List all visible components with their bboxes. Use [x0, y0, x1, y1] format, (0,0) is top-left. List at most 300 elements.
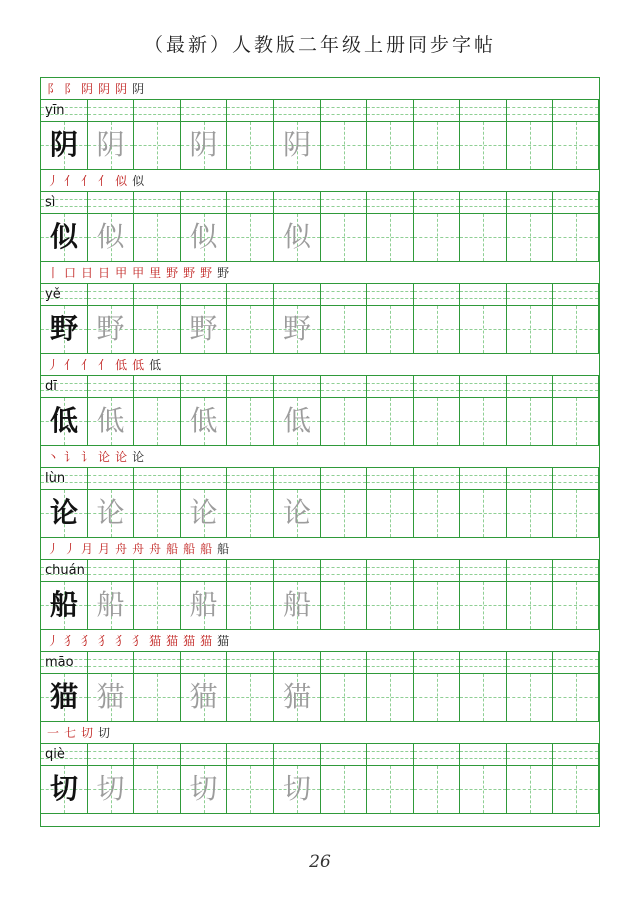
- stroke-step: 里: [149, 266, 162, 280]
- stroke-step: 猫: [183, 634, 196, 648]
- writing-cell: [553, 122, 599, 169]
- pinyin-cell: [321, 744, 367, 765]
- trace-character: 论: [96, 496, 125, 529]
- pinyin-label: māo: [45, 655, 74, 670]
- pinyin-cell: [321, 652, 367, 673]
- practice-grid: [40, 77, 600, 827]
- model-character: 低: [49, 404, 78, 437]
- stroke-step: 亻: [98, 174, 111, 188]
- writing-cell: [414, 214, 460, 261]
- model-character: 论: [49, 496, 78, 529]
- pinyin-cell: [88, 560, 134, 581]
- stroke-step: 讠: [64, 450, 77, 464]
- trace-character: 船: [189, 588, 218, 621]
- writing-cell: [553, 490, 599, 537]
- pinyin-cell: [274, 284, 321, 305]
- trace-character: 阴: [96, 128, 125, 161]
- writing-cell: [460, 674, 507, 721]
- pinyin-cell: [553, 652, 599, 673]
- stroke-step: 舟: [115, 542, 128, 556]
- pinyin-cell: [507, 468, 553, 489]
- pinyin-cell: [41, 744, 88, 765]
- character-row: [41, 674, 599, 722]
- pinyin-cell: [367, 376, 414, 397]
- writing-cell: [134, 214, 181, 261]
- pinyin-cell: [367, 192, 414, 213]
- stroke-step: 低: [149, 358, 162, 372]
- character-row: [41, 582, 599, 630]
- writing-cell: [507, 306, 553, 353]
- stroke-step: 阴: [81, 82, 94, 96]
- stroke-step: 丿: [47, 174, 60, 188]
- writing-cell: [414, 306, 460, 353]
- stroke-step: 阴: [115, 82, 128, 96]
- character-row: [41, 122, 599, 170]
- writing-cell: [553, 306, 599, 353]
- stroke-step: 论: [98, 450, 111, 464]
- stroke-step: 猫: [200, 634, 213, 648]
- writing-cell: [181, 582, 227, 629]
- writing-cell: [414, 122, 460, 169]
- model-character: 船: [49, 588, 78, 621]
- stroke-order-row: [41, 446, 599, 468]
- trace-character: 低: [189, 404, 218, 437]
- pinyin-cell: [181, 284, 227, 305]
- pinyin-cell: [181, 100, 227, 121]
- pinyin-cell: [134, 284, 181, 305]
- writing-cell: [507, 214, 553, 261]
- writing-cell: [134, 490, 181, 537]
- pinyin-cell: [274, 468, 321, 489]
- writing-cell: [227, 214, 274, 261]
- pinyin-cell: [134, 560, 181, 581]
- stroke-step: 野: [183, 266, 196, 280]
- writing-cell: [367, 214, 414, 261]
- trace-character: 切: [96, 772, 125, 805]
- stroke-step: 亻: [64, 174, 77, 188]
- writing-cell: [414, 582, 460, 629]
- pinyin-cell: [507, 376, 553, 397]
- pinyin-cell: [134, 100, 181, 121]
- pinyin-cell: [414, 192, 460, 213]
- writing-cell: [507, 582, 553, 629]
- writing-cell: [227, 490, 274, 537]
- pinyin-cell: [414, 376, 460, 397]
- pinyin-cell: [507, 284, 553, 305]
- pinyin-cell: [553, 376, 599, 397]
- stroke-order-row: [41, 78, 599, 100]
- trace-character: 低: [282, 404, 311, 437]
- writing-cell: [41, 306, 88, 353]
- pinyin-cell: [134, 652, 181, 673]
- writing-cell: [274, 766, 321, 813]
- writing-cell: [507, 674, 553, 721]
- pinyin-cell: [321, 376, 367, 397]
- pinyin-cell: [227, 192, 274, 213]
- writing-cell: [414, 398, 460, 445]
- pinyin-cell: [367, 468, 414, 489]
- pinyin-cell: [367, 560, 414, 581]
- writing-cell: [88, 398, 134, 445]
- writing-cell: [321, 766, 367, 813]
- model-character: 阴: [49, 128, 78, 161]
- writing-cell: [134, 398, 181, 445]
- pinyin-cell: [460, 744, 507, 765]
- pinyin-cell: [553, 744, 599, 765]
- writing-cell: [274, 398, 321, 445]
- stroke-step: 甲: [115, 266, 128, 280]
- pinyin-cell: [553, 468, 599, 489]
- writing-cell: [367, 766, 414, 813]
- writing-cell: [553, 766, 599, 813]
- writing-cell: [367, 582, 414, 629]
- trace-character: 切: [189, 772, 218, 805]
- pinyin-cell: [460, 192, 507, 213]
- stroke-step: 日: [98, 266, 111, 280]
- stroke-order-row: [41, 630, 599, 652]
- writing-cell: [274, 490, 321, 537]
- stroke-step: 阴: [98, 82, 111, 96]
- writing-cell: [460, 766, 507, 813]
- pinyin-cell: [134, 376, 181, 397]
- writing-cell: [181, 674, 227, 721]
- stroke-step: 亻: [81, 358, 94, 372]
- writing-cell: [460, 490, 507, 537]
- writing-cell: [41, 582, 88, 629]
- writing-cell: [553, 214, 599, 261]
- stroke-step: 猫: [166, 634, 179, 648]
- pinyin-cell: [181, 652, 227, 673]
- writing-cell: [88, 674, 134, 721]
- pinyin-cell: [274, 652, 321, 673]
- stroke-step: 船: [200, 542, 213, 556]
- pinyin-cell: [181, 560, 227, 581]
- pinyin-cell: [460, 652, 507, 673]
- trace-character: 阴: [282, 128, 311, 161]
- writing-cell: [274, 674, 321, 721]
- pinyin-cell: [274, 560, 321, 581]
- writing-cell: [41, 214, 88, 261]
- trace-character: 论: [282, 496, 311, 529]
- pinyin-row: [41, 192, 599, 214]
- page-title: （最新）人教版二年级上册同步字帖: [143, 34, 496, 56]
- writing-cell: [88, 214, 134, 261]
- pinyin-cell: [227, 468, 274, 489]
- character-row: [41, 306, 599, 354]
- stroke-step: 似: [115, 174, 128, 188]
- pinyin-cell: [321, 284, 367, 305]
- writing-cell: [367, 674, 414, 721]
- trace-character: 论: [189, 496, 218, 529]
- pinyin-cell: [367, 100, 414, 121]
- stroke-step: 七: [64, 726, 77, 740]
- pinyin-cell: [321, 192, 367, 213]
- writing-cell: [227, 306, 274, 353]
- writing-cell: [460, 122, 507, 169]
- pinyin-cell: [181, 744, 227, 765]
- pinyin-label: lùn: [45, 471, 66, 486]
- pinyin-cell: [134, 468, 181, 489]
- pinyin-cell: [88, 192, 134, 213]
- stroke-step: 野: [217, 266, 230, 280]
- stroke-step: 阝: [64, 82, 77, 96]
- model-character: 猫: [49, 680, 78, 713]
- stroke-step: 讠: [81, 450, 94, 464]
- stroke-step: 月: [81, 542, 94, 556]
- stroke-step: 阝: [47, 82, 60, 96]
- pinyin-cell: [134, 744, 181, 765]
- writing-cell: [181, 490, 227, 537]
- pinyin-cell: [181, 468, 227, 489]
- pinyin-cell: [41, 100, 88, 121]
- model-character: 野: [49, 312, 78, 345]
- trace-character: 似: [189, 220, 218, 253]
- pinyin-cell: [553, 100, 599, 121]
- stroke-step: 丿: [47, 542, 60, 556]
- writing-cell: [553, 582, 599, 629]
- stroke-step: 亻: [64, 358, 77, 372]
- pinyin-cell: [460, 284, 507, 305]
- pinyin-label: yě: [45, 287, 61, 302]
- pinyin-cell: [134, 192, 181, 213]
- writing-cell: [274, 306, 321, 353]
- writing-cell: [88, 766, 134, 813]
- writing-cell: [321, 398, 367, 445]
- trace-character: 猫: [189, 680, 218, 713]
- pinyin-cell: [367, 284, 414, 305]
- trace-character: 似: [96, 220, 125, 253]
- pinyin-label: chuán: [45, 563, 85, 578]
- pinyin-cell: [553, 560, 599, 581]
- pinyin-cell: [414, 284, 460, 305]
- pinyin-cell: [41, 192, 88, 213]
- writing-cell: [321, 306, 367, 353]
- trace-character: 阴: [189, 128, 218, 161]
- stroke-step: 低: [132, 358, 145, 372]
- pinyin-cell: [227, 376, 274, 397]
- writing-cell: [88, 582, 134, 629]
- stroke-step: 犭: [64, 634, 77, 648]
- pinyin-cell: [227, 560, 274, 581]
- writing-cell: [227, 766, 274, 813]
- pinyin-cell: [41, 652, 88, 673]
- pinyin-cell: [321, 468, 367, 489]
- stroke-step: 切: [98, 726, 111, 740]
- pinyin-row: [41, 284, 599, 306]
- trace-character: 切: [282, 772, 311, 805]
- trace-character: 船: [96, 588, 125, 621]
- pinyin-cell: [88, 376, 134, 397]
- writing-cell: [134, 306, 181, 353]
- trace-character: 船: [282, 588, 311, 621]
- character-row: [41, 766, 599, 814]
- pinyin-row: [41, 468, 599, 490]
- writing-cell: [321, 490, 367, 537]
- writing-cell: [553, 674, 599, 721]
- writing-cell: [134, 582, 181, 629]
- stroke-step: 低: [115, 358, 128, 372]
- trace-character: 似: [282, 220, 311, 253]
- stroke-step: 一: [47, 726, 60, 740]
- pinyin-cell: [88, 744, 134, 765]
- pinyin-cell: [414, 468, 460, 489]
- character-row: [41, 490, 599, 538]
- trace-character: 猫: [96, 680, 125, 713]
- stroke-step: 舟: [132, 542, 145, 556]
- pinyin-cell: [274, 744, 321, 765]
- pinyin-cell: [41, 468, 88, 489]
- pinyin-label: yīn: [45, 103, 65, 118]
- writing-cell: [41, 766, 88, 813]
- stroke-step: 丿: [47, 358, 60, 372]
- stroke-step: 犭: [81, 634, 94, 648]
- pinyin-cell: [553, 192, 599, 213]
- writing-cell: [460, 306, 507, 353]
- writing-cell: [227, 674, 274, 721]
- stroke-step: 丶: [47, 450, 60, 464]
- writing-cell: [88, 490, 134, 537]
- writing-cell: [181, 214, 227, 261]
- stroke-step: 丿: [47, 634, 60, 648]
- pinyin-cell: [321, 100, 367, 121]
- writing-cell: [507, 490, 553, 537]
- trace-character: 猫: [282, 680, 311, 713]
- trace-character: 低: [96, 404, 125, 437]
- pinyin-cell: [460, 468, 507, 489]
- pinyin-label: dī: [45, 379, 57, 394]
- writing-cell: [88, 306, 134, 353]
- writing-cell: [414, 674, 460, 721]
- page-number: 26: [309, 852, 331, 872]
- pinyin-cell: [414, 100, 460, 121]
- stroke-order-row: [41, 538, 599, 560]
- writing-cell: [460, 582, 507, 629]
- pinyin-cell: [414, 744, 460, 765]
- writing-cell: [134, 766, 181, 813]
- pinyin-cell: [227, 744, 274, 765]
- writing-cell: [414, 766, 460, 813]
- writing-cell: [553, 398, 599, 445]
- stroke-order-row: [41, 722, 599, 744]
- stroke-step: 猫: [149, 634, 162, 648]
- writing-cell: [227, 122, 274, 169]
- stroke-step: 猫: [217, 634, 230, 648]
- pinyin-row: [41, 560, 599, 582]
- writing-cell: [181, 398, 227, 445]
- pinyin-row: [41, 744, 599, 766]
- model-character: 切: [49, 772, 78, 805]
- pinyin-row: [41, 100, 599, 122]
- writing-cell: [274, 582, 321, 629]
- writing-cell: [367, 490, 414, 537]
- stroke-order-row: [41, 262, 599, 284]
- stroke-step: 丿: [64, 542, 77, 556]
- stroke-step: 野: [166, 266, 179, 280]
- writing-cell: [507, 766, 553, 813]
- stroke-step: 阴: [132, 82, 145, 96]
- writing-cell: [181, 766, 227, 813]
- writing-cell: [321, 674, 367, 721]
- stroke-step: 口: [64, 266, 77, 280]
- writing-cell: [41, 490, 88, 537]
- writing-cell: [321, 582, 367, 629]
- stroke-order-row: [41, 354, 599, 376]
- pinyin-cell: [507, 744, 553, 765]
- stroke-step: 甲: [132, 266, 145, 280]
- stroke-step: 亻: [81, 174, 94, 188]
- character-row: [41, 214, 599, 262]
- pinyin-cell: [460, 560, 507, 581]
- pinyin-cell: [227, 284, 274, 305]
- writing-cell: [274, 214, 321, 261]
- pinyin-cell: [41, 376, 88, 397]
- stroke-step: 船: [166, 542, 179, 556]
- pinyin-cell: [367, 744, 414, 765]
- pinyin-cell: [414, 652, 460, 673]
- pinyin-cell: [227, 100, 274, 121]
- pinyin-cell: [274, 100, 321, 121]
- stroke-step: 似: [132, 174, 145, 188]
- pinyin-cell: [367, 652, 414, 673]
- stroke-step: 犭: [132, 634, 145, 648]
- stroke-step: 切: [81, 726, 94, 740]
- writing-cell: [321, 122, 367, 169]
- stroke-step: 丨: [47, 266, 60, 280]
- writing-cell: [227, 398, 274, 445]
- pinyin-cell: [553, 284, 599, 305]
- stroke-step: 船: [183, 542, 196, 556]
- pinyin-label: sì: [45, 195, 56, 210]
- writing-cell: [414, 490, 460, 537]
- pinyin-cell: [460, 376, 507, 397]
- stroke-step: 亻: [98, 358, 111, 372]
- stroke-step: 日: [81, 266, 94, 280]
- pinyin-cell: [88, 468, 134, 489]
- writing-cell: [460, 398, 507, 445]
- pinyin-row: [41, 652, 599, 674]
- pinyin-cell: [181, 376, 227, 397]
- stroke-step: 论: [115, 450, 128, 464]
- pinyin-cell: [41, 560, 88, 581]
- stroke-step: 船: [217, 542, 230, 556]
- stroke-step: 月: [98, 542, 111, 556]
- stroke-step: 犭: [115, 634, 128, 648]
- trace-character: 野: [282, 312, 311, 345]
- pinyin-cell: [507, 652, 553, 673]
- writing-cell: [41, 674, 88, 721]
- writing-cell: [367, 122, 414, 169]
- writing-cell: [274, 122, 321, 169]
- writing-cell: [181, 306, 227, 353]
- pinyin-cell: [274, 376, 321, 397]
- writing-cell: [321, 214, 367, 261]
- pinyin-cell: [227, 652, 274, 673]
- stroke-step: 舟: [149, 542, 162, 556]
- stroke-step: 论: [132, 450, 145, 464]
- writing-cell: [507, 122, 553, 169]
- stroke-step: 犭: [98, 634, 111, 648]
- pinyin-cell: [507, 192, 553, 213]
- pinyin-cell: [274, 192, 321, 213]
- pinyin-cell: [414, 560, 460, 581]
- pinyin-row: [41, 376, 599, 398]
- trace-character: 野: [96, 312, 125, 345]
- stroke-step: 野: [200, 266, 213, 280]
- pinyin-cell: [181, 192, 227, 213]
- pinyin-cell: [507, 100, 553, 121]
- pinyin-cell: [88, 284, 134, 305]
- pinyin-cell: [321, 560, 367, 581]
